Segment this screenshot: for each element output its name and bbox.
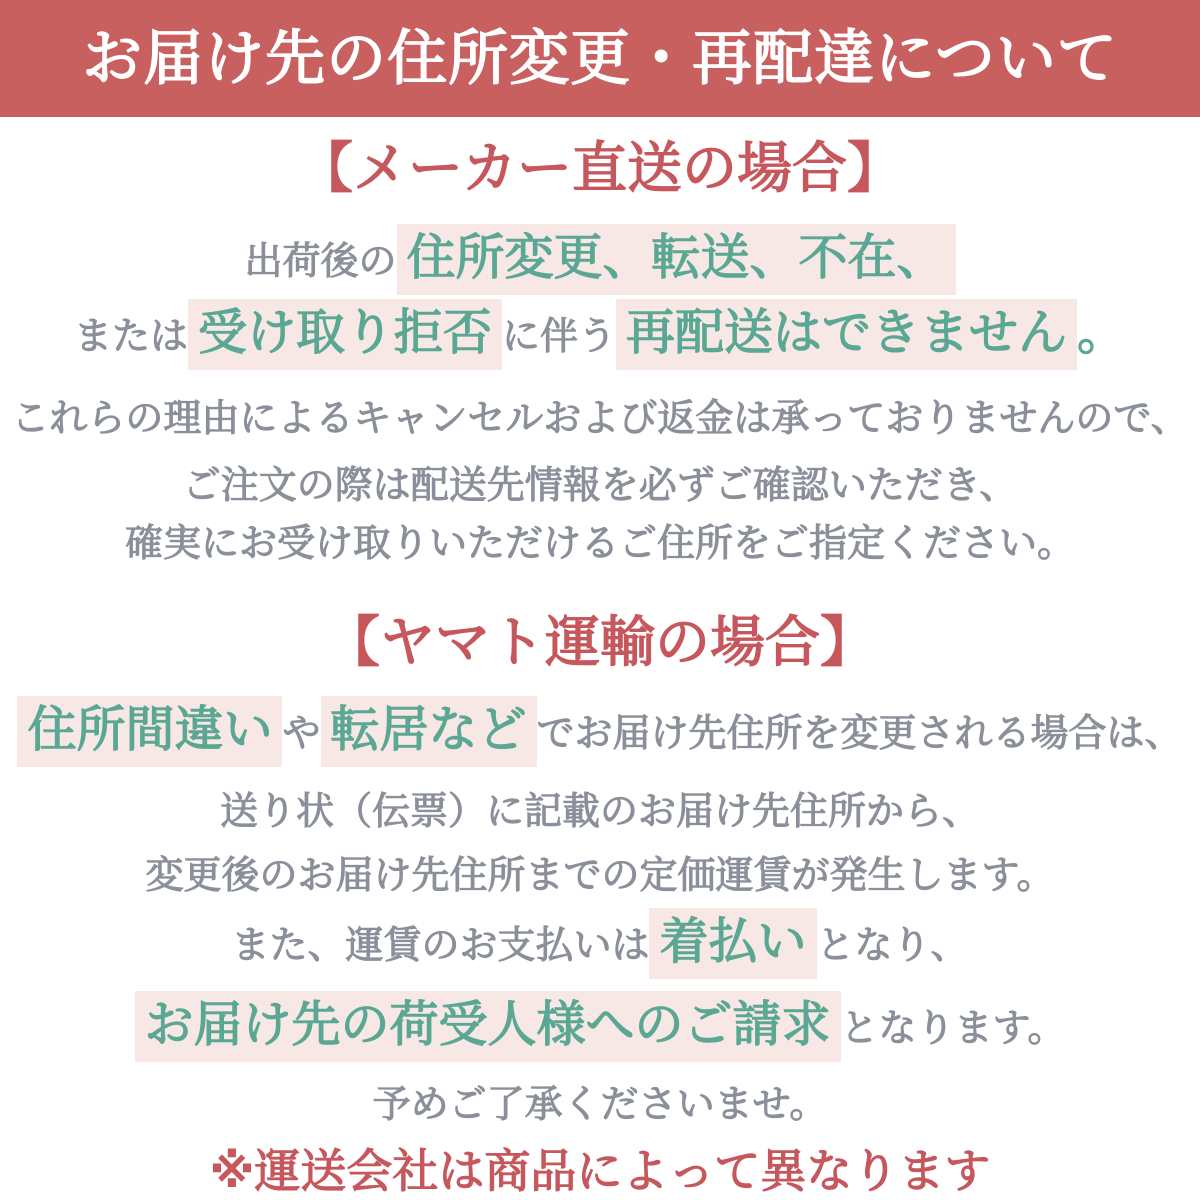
header-banner [0, 0, 1200, 117]
carrier-note: ※運送会社は商品によって異なります [209, 1145, 991, 1197]
yamato-line4-suffix: となり、 [816, 925, 969, 967]
yamato-line1-highlight-2: 転居など [321, 696, 537, 767]
yamato-line4-highlight: 着払い [649, 908, 816, 979]
yamato-line-3: 変更後のお届け先住所までの定価運賃が発生します。 [145, 855, 1055, 897]
maker-line2-middle: に伴う [501, 316, 616, 358]
yamato-line1-suffix: でお届け先住所を変更される場合は、 [536, 713, 1183, 755]
maker-line-1 [0, 228, 1200, 289]
maker-line2-highlight-1: 受け取り拒否 [188, 299, 502, 370]
yamato-line5-suffix: となります。 [840, 1008, 1066, 1050]
maker-line-2 [0, 303, 1200, 364]
yamato-line-5 [0, 995, 1200, 1056]
maker-line2-period: 。 [1077, 306, 1127, 360]
yamato-line1-highlight-1: 住所間違い [17, 696, 282, 767]
maker-line-3: これらの理由によるキャンセルおよび返金は承っておりませんので、 [11, 398, 1189, 440]
maker-line1-highlight: 住所変更、転送、不在、 [397, 224, 956, 295]
maker-direct-heading: 【メーカー直送の場合】 [298, 137, 902, 199]
yamato-line5-highlight: お届け先の荷受人様へのご請求 [135, 991, 841, 1062]
yamato-line-2: 送り状（伝票）に記載のお届け先住所から、 [219, 791, 980, 833]
yamato-line1-middle: や [282, 713, 321, 755]
yamato-line-4 [0, 912, 1200, 973]
maker-line2-prefix: または [73, 316, 188, 358]
yamato-heading: 【ヤマト運輸の場合】 [324, 611, 875, 673]
maker-line-4: ご注文の際は配送先情報を必ずご確認いただき、 [182, 465, 1018, 507]
yamato-line4-prefix: また、運賃のお支払いは [231, 925, 650, 967]
yamato-line-1 [0, 700, 1200, 761]
yamato-line-6: 予めご了承くださいませ。 [372, 1084, 828, 1126]
maker-line2-highlight-2: 再配送はできません [616, 299, 1077, 370]
maker-line-5: 確実にお受け取りいただけるご住所をご指定ください。 [124, 523, 1075, 565]
page-title: お届け先の住所変更・再配達について [82, 24, 1118, 92]
maker-line1-prefix: 出荷後の [244, 241, 397, 283]
